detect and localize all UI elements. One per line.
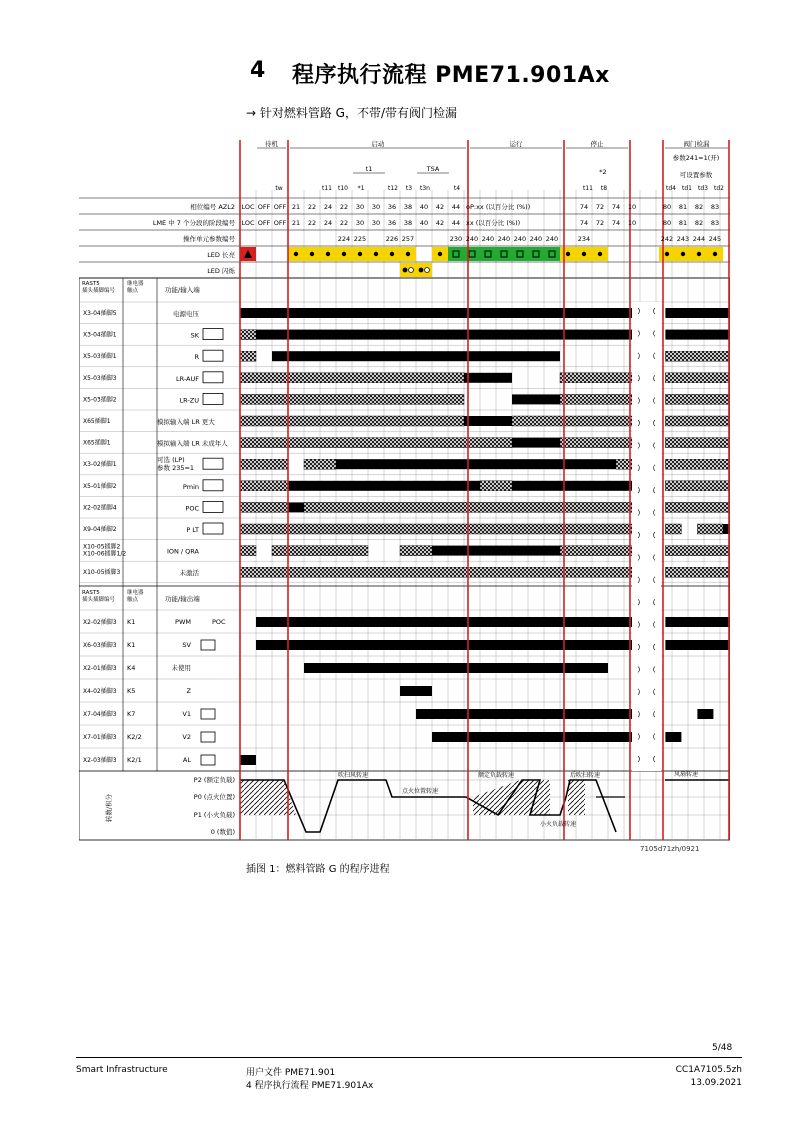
signal-bar <box>336 459 616 469</box>
time-label: t3 <box>405 185 413 192</box>
signal-hatch <box>240 546 256 556</box>
cell-value: OFF <box>257 203 271 211</box>
function-label: POC <box>185 504 199 513</box>
time-label: t3n <box>420 185 430 192</box>
header-label: 触点 <box>127 597 139 603</box>
timer-label: t1 <box>365 165 373 173</box>
signal-hatch <box>665 567 730 577</box>
pin-label: X2-02插脚3 <box>83 619 117 626</box>
pin-label: X3-04插脚5 <box>83 310 117 317</box>
time-label: t4 <box>453 185 461 192</box>
signal-bar <box>240 755 256 765</box>
cell-value: 240 <box>513 235 527 243</box>
pin-label: X4-02插脚3 <box>83 688 117 695</box>
time-label: tw <box>275 185 283 192</box>
phase-label: 待机 <box>265 140 278 148</box>
led-cell <box>544 247 560 261</box>
symbol-box <box>201 709 215 719</box>
pin-label: X5-01插脚2 <box>83 482 117 490</box>
led-dot <box>406 252 410 256</box>
signal-hatch <box>665 481 730 491</box>
speed-level-label: 0 (数值) <box>210 828 235 836</box>
signal-hatch <box>240 373 464 383</box>
footer-date: 13.09.2021 <box>690 1078 742 1088</box>
signal-bar <box>665 732 681 742</box>
signal-bar <box>512 481 632 491</box>
phase-label: 停止 <box>590 140 604 148</box>
cell-value: 24 <box>323 203 333 211</box>
symbol-box <box>203 501 223 512</box>
signal-hatch <box>665 373 730 383</box>
led-dot <box>665 252 669 256</box>
signal-bar <box>464 373 512 383</box>
cell-value: 240 <box>529 235 543 243</box>
led-dot <box>681 252 685 256</box>
led-cell <box>512 247 528 261</box>
cell-value: 240 <box>481 235 495 243</box>
header-label: 触点 <box>127 288 139 294</box>
function-label: LR-ZU <box>179 396 199 405</box>
header-label: 继电器 <box>127 281 144 287</box>
signal-bar <box>272 351 560 361</box>
signal-bar <box>464 416 512 426</box>
relay-label: K4 <box>127 664 136 672</box>
cell-value: 10 <box>627 203 637 211</box>
function-label: 未使用 <box>171 664 191 672</box>
symbol-box <box>203 350 223 361</box>
signal-hatch <box>240 351 256 361</box>
cell-value: 30 <box>371 219 381 227</box>
signal-hatch <box>665 438 730 448</box>
signal-bar <box>665 330 730 340</box>
timer-label: TSA <box>426 165 440 173</box>
signal-hatch <box>560 394 632 404</box>
relay-label: K2/2 <box>127 733 142 741</box>
signal-hatch <box>272 546 368 556</box>
phase-label: 启动 <box>371 140 385 148</box>
speed-hatch <box>568 780 585 815</box>
cell-value: 21 <box>291 203 301 211</box>
pin-label: X5-03插脚3 <box>83 374 117 382</box>
signal-hatch <box>240 502 288 512</box>
led-dot <box>409 268 414 273</box>
led-cell <box>480 247 496 261</box>
signal-bar <box>416 709 632 719</box>
header-label: RAST5 <box>82 281 100 287</box>
cell-value: 36 <box>387 203 397 211</box>
poc-label: POC <box>212 618 226 626</box>
function-label: 电源电压 <box>173 310 199 318</box>
sequence-diagram-svg <box>79 140 730 844</box>
signal-hatch <box>240 567 632 577</box>
footer-company: Smart Infrastructure <box>76 1065 168 1075</box>
pin-label: X65插脚1 <box>83 439 111 447</box>
symbol-box <box>203 480 223 491</box>
speed-level-label: P2 (额定负载) <box>193 776 235 784</box>
cell-value: 30 <box>355 203 365 211</box>
function-label: 模拟输入端 LR 未成年人 <box>157 439 228 448</box>
speed-annotation: 风扇转速 <box>673 771 699 778</box>
pin-label: X3-02插脚1 <box>83 461 117 469</box>
speed-axis-label: 转数/积分 <box>105 793 113 823</box>
relay-label: K2/1 <box>127 756 142 764</box>
signal-bar <box>400 686 432 696</box>
led-dot <box>425 268 430 273</box>
cell-value: OFF <box>273 219 287 227</box>
function-label: Z <box>186 687 191 695</box>
phase-label: 运行 <box>509 140 523 148</box>
signal-hatch <box>665 546 730 556</box>
relay-label: K1 <box>127 641 136 649</box>
speed-annotation: 小火负载转速 <box>539 821 577 828</box>
time-label: *1 <box>357 185 365 192</box>
cell-value: 234 <box>577 235 591 243</box>
led-dot <box>582 252 586 256</box>
figure-caption: 插图 1：燃料管路 G 的程序进程 <box>246 864 390 875</box>
cell-value: 74 <box>611 219 621 227</box>
cell-value: 44 <box>451 203 461 211</box>
led-dot <box>294 252 298 256</box>
function-label: LR-AUF <box>175 374 199 383</box>
led-dot <box>438 252 442 256</box>
signal-hatch <box>665 394 730 404</box>
time-label: t10 <box>338 185 348 192</box>
cell-value: 42 <box>435 219 445 227</box>
cell-value: 83 <box>710 219 720 227</box>
signal-hatch <box>240 524 632 534</box>
footer-divider <box>76 1057 742 1058</box>
pin-label: X5-03插脚2 <box>83 396 117 404</box>
pin-label: X10-05插脚3 <box>83 569 121 577</box>
signal-hatch <box>240 394 464 404</box>
signal-bar <box>256 640 632 650</box>
pin-label: X10-06插脚1/2 <box>83 550 127 558</box>
cell-value: 44 <box>451 219 461 227</box>
cell-value: 244 <box>692 235 706 243</box>
speed-annotation: 额定负载转速 <box>477 772 515 779</box>
signal-hatch <box>665 459 730 469</box>
cell-value: 74 <box>579 219 589 227</box>
led-dot <box>358 252 362 256</box>
function-label: 参数 235=1 <box>157 464 195 473</box>
cell-value: 36 <box>387 219 397 227</box>
cell-value: 240 <box>545 235 559 243</box>
cell-value: OFF <box>257 219 271 227</box>
row-label-param: 操作单元参数编号 <box>183 235 235 243</box>
led-dot <box>598 252 602 256</box>
function-label: 模拟输入端 LR 更大 <box>157 418 215 426</box>
signal-hatch <box>665 524 681 534</box>
cell-value: LOC <box>241 219 255 227</box>
signal-bar <box>665 617 730 627</box>
cell-value: 240 <box>465 235 479 243</box>
signal-bar <box>697 709 713 719</box>
header-label: 插头插脚编号 <box>82 597 116 603</box>
led-cell <box>448 247 464 261</box>
time-label: t12 <box>388 185 398 192</box>
led-dot <box>697 252 701 256</box>
signal-hatch <box>665 416 730 426</box>
signal-bar <box>432 546 560 556</box>
signal-hatch <box>400 546 432 556</box>
pin-label: X10-05插脚2 <box>83 543 121 551</box>
signal-bar <box>665 640 730 650</box>
time-label: td3 <box>698 185 708 192</box>
header-label: 功能/输出端 <box>165 595 200 603</box>
leak-param-label: 可设置参数 <box>679 171 713 179</box>
function-label: 可选 (LP) <box>157 456 185 465</box>
pin-label: X65插脚1 <box>83 418 111 425</box>
signal-hatch <box>240 438 512 448</box>
cell-value: 30 <box>355 219 365 227</box>
header-label: 功能/输入端 <box>165 286 200 294</box>
symbol-box <box>203 393 223 404</box>
pin-label: X5-03插脚1 <box>83 353 117 361</box>
cell-value: 81 <box>678 203 688 211</box>
symbol-box <box>201 640 215 650</box>
cell-value: 257 <box>401 235 415 243</box>
pin-label: X7-04插脚3 <box>83 711 117 718</box>
cell-value: LOC <box>241 203 255 211</box>
speed-annotation: 点火位置转速 <box>401 788 439 795</box>
cell-value: oP:xx (以百分比 (%)) <box>466 203 531 211</box>
signal-bar <box>512 394 560 404</box>
row-label-led-flash: LED 闪烁 <box>207 267 235 275</box>
cell-value: 30 <box>371 203 381 211</box>
function-label: P LT <box>186 526 199 534</box>
led-dot <box>403 268 408 273</box>
break-gap <box>632 302 661 771</box>
led-dot <box>326 252 330 256</box>
leak-param-label: 参数241=1(开) <box>672 154 720 162</box>
relay-label: K1 <box>127 618 136 626</box>
row-label-lme: LME 中 7 个分段的阶段编号 <box>152 219 235 227</box>
sequence-diagram <box>79 140 730 844</box>
symbol-box <box>201 755 215 765</box>
led-dot <box>390 252 394 256</box>
header-label: 继电器 <box>127 590 144 596</box>
cell-value: 83 <box>710 203 720 211</box>
pin-label: X7-01插脚3 <box>83 734 117 741</box>
function-label: Pmin <box>182 482 199 491</box>
footer-code: CC1A7105.5zh <box>675 1065 742 1075</box>
cell-value: 230 <box>449 235 463 243</box>
signal-bar <box>240 308 632 318</box>
cell-value: 225 <box>353 235 367 243</box>
symbol-box <box>201 732 215 742</box>
led-cell <box>528 247 544 261</box>
time-label: t8 <box>600 185 608 192</box>
speed-annotation: 吹扫风转速 <box>337 772 369 779</box>
signal-bar <box>288 502 304 512</box>
pin-label: X6-03插脚3 <box>83 642 117 649</box>
signal-bar <box>512 438 560 448</box>
led-dot <box>419 268 424 273</box>
cell-value: 74 <box>611 203 621 211</box>
signal-hatch <box>304 459 336 469</box>
cell-value: 22 <box>339 219 349 227</box>
symbol-box <box>203 372 223 383</box>
signal-hatch <box>665 351 730 361</box>
relay-label: K5 <box>127 687 136 695</box>
header-label: RAST5 <box>82 590 100 596</box>
function-label: SV <box>182 641 191 649</box>
cell-value: 82 <box>694 203 704 211</box>
function-label: SK <box>190 331 199 340</box>
signal-hatch <box>560 546 632 556</box>
speed-annotation: 后吹扫转速 <box>569 772 601 779</box>
cell-value: xx (以百分比 (%)) <box>466 219 521 227</box>
cell-value: 242 <box>660 235 674 243</box>
function-label: ION / QRA <box>166 547 199 556</box>
cell-value: 22 <box>339 203 349 211</box>
cell-value: 38 <box>403 203 413 211</box>
signal-hatch <box>560 373 632 383</box>
cell-value: 40 <box>419 219 429 227</box>
signal-hatch <box>560 438 632 448</box>
signal-hatch <box>512 416 632 426</box>
signal-hatch <box>240 330 256 340</box>
function-label: V1 <box>182 710 191 718</box>
signal-hatch <box>697 524 723 534</box>
phase-label: 阀门检漏 <box>683 140 710 148</box>
time-label: td4 <box>666 185 676 192</box>
signal-bar <box>256 330 632 340</box>
signal-hatch <box>240 481 288 491</box>
led-cell <box>464 247 480 261</box>
cell-value: 82 <box>694 219 704 227</box>
row-label-azl2: 相位编号 AZL2 <box>190 203 235 211</box>
header-label: 插头插脚编号 <box>82 288 116 294</box>
signal-bar <box>256 617 632 627</box>
cell-value: 42 <box>435 203 445 211</box>
cell-value: 226 <box>385 235 399 243</box>
cell-value: 80 <box>662 203 672 211</box>
led-dot <box>310 252 314 256</box>
signal-bar <box>665 308 730 318</box>
pin-label: X9-04插脚2 <box>83 526 117 533</box>
signal-hatch <box>480 481 512 491</box>
speed-level-label: P0 (点火位置) <box>193 793 235 801</box>
signal-bar <box>304 663 608 673</box>
cell-value: 24 <box>323 219 333 227</box>
section-title: 程序执行流程 PME71.901Ax <box>292 63 610 88</box>
led-cell <box>496 247 512 261</box>
symbol-box <box>203 458 223 469</box>
signal-hatch <box>240 459 288 469</box>
function-label: R <box>194 353 199 362</box>
cell-value: 72 <box>595 219 605 227</box>
cell-value: 22 <box>307 203 317 211</box>
symbol-box <box>203 329 223 340</box>
function-label: AL <box>182 756 191 764</box>
cell-value: 74 <box>579 203 589 211</box>
cell-value: 21 <box>291 219 301 227</box>
cell-value: 80 <box>662 219 672 227</box>
footer-chapter: 4 程序执行流程 PME71.901Ax <box>246 1081 374 1091</box>
symbol-box <box>203 523 223 534</box>
signal-bar <box>432 732 632 742</box>
function-label: 未激活 <box>179 569 199 578</box>
signal-bar <box>288 481 480 491</box>
section-number: 4 <box>250 58 266 83</box>
cell-value: 22 <box>307 219 317 227</box>
subtitle: → 针对燃料管路 G，不带/带有阀门检漏 <box>246 106 458 120</box>
cell-value: 10 <box>627 219 637 227</box>
cell-value: OFF <box>273 203 287 211</box>
signal-hatch <box>240 416 464 426</box>
cell-value: 72 <box>595 203 605 211</box>
time-label: t11 <box>583 185 593 192</box>
footer-document: 用户文件 PME71.901 <box>246 1068 336 1078</box>
cell-value: 38 <box>403 219 413 227</box>
led-dot <box>713 252 717 256</box>
pin-label: X2-01插脚3 <box>83 665 117 672</box>
row-label-led-on: LED 长亮 <box>207 251 235 259</box>
figure-code: 7105d71zh/0921 <box>640 845 700 853</box>
led-dot <box>342 252 346 256</box>
function-label: V2 <box>182 733 191 741</box>
time-label: t11 <box>322 185 332 192</box>
page-number: 5/48 <box>712 1043 733 1053</box>
signal-hatch <box>665 502 730 512</box>
cell-value: 224 <box>337 235 351 243</box>
cell-value: 243 <box>676 235 690 243</box>
led-dot <box>566 252 570 256</box>
cell-value: 40 <box>419 203 429 211</box>
relay-label: K7 <box>127 710 136 718</box>
timer-label: *2 <box>599 168 607 176</box>
cell-value: 81 <box>678 219 688 227</box>
led-dot <box>374 252 378 256</box>
pin-label: X2-03插脚3 <box>83 757 117 764</box>
pin-label: X2-02插脚4 <box>83 504 117 512</box>
speed-level-label: P1 (小火负载) <box>193 811 235 819</box>
time-label: td2 <box>714 185 724 192</box>
time-label: td1 <box>682 185 692 192</box>
pin-label: X3-04插脚1 <box>83 331 117 339</box>
function-label: PWM <box>175 618 191 626</box>
cell-value: 245 <box>708 235 722 243</box>
cell-value: 240 <box>497 235 511 243</box>
